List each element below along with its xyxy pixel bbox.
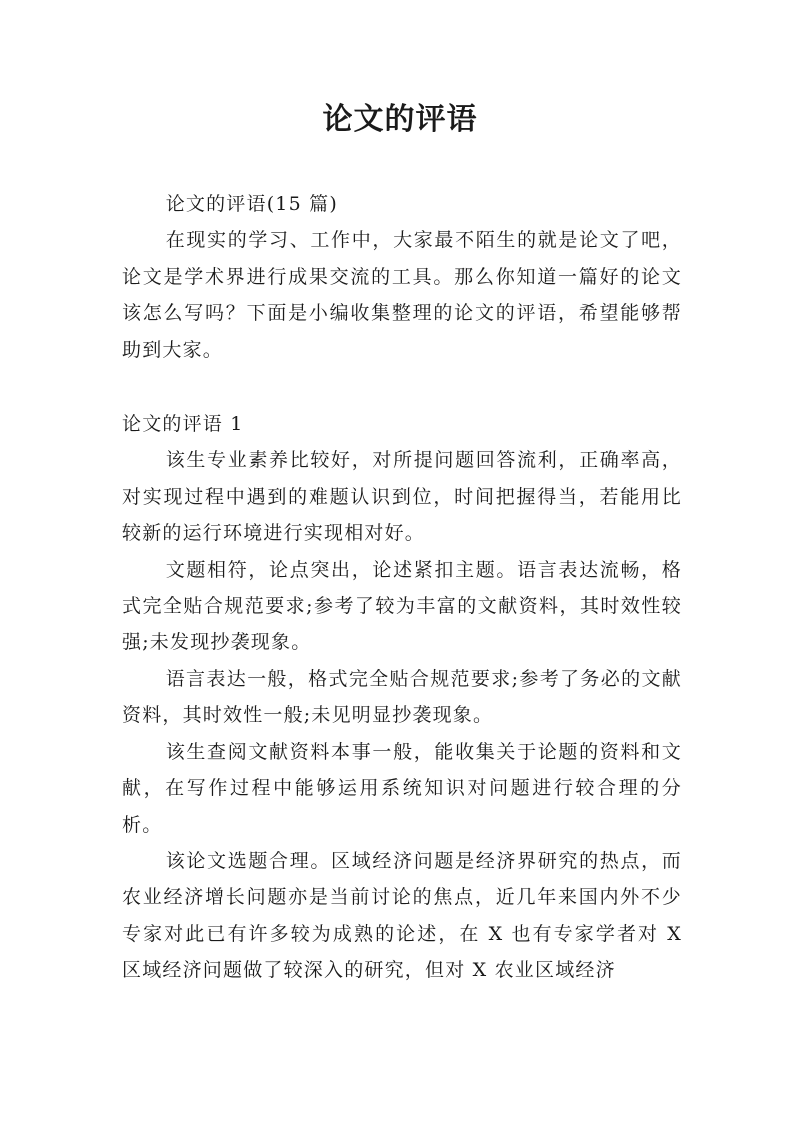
comment-paragraph-5: 该论文选题合理。区域经济问题是经济界研究的热点，而农业经济增长问题亦是当前讨论的焦点，近几年来国内外不少专家对此已有许多较为成熟的论述，在 X 也有专家学者对 X 区域经济问题做了较深入的研究，但对 X 农业区域经济 (122, 849, 682, 982)
comment-paragraph-3: 语言表达一般，格式完全贴合规范要求;参考了务必的文献资料，其时效性一般;未见明显抄袭现象。 (122, 667, 682, 727)
comment-paragraph-2: 文题相符，论点突出，论述紧扣主题。语言表达流畅，格式完全贴合规范要求;参考了较为丰富的文献资料，其时效性较强;未发现抄袭现象。 (122, 558, 682, 654)
comment-paragraph-1: 该生专业素养比较好，对所提问题回答流利，正确率高，对实现过程中遇到的难题认识到位，时间把握得当，若能用比较新的运行环境进行实现相对好。 (122, 449, 682, 545)
document-title: 论文的评语 (322, 102, 478, 137)
comment-paragraph-4: 该生查阅文献资料本事一般，能收集关于论题的资料和文献，在写作过程中能够运用系统知识对问题进行较合理的分析。 (122, 740, 682, 836)
document-body (122, 186, 682, 989)
document-subtitle: 论文的评语(15 篇) (165, 193, 338, 215)
intro-paragraph: 在现实的学习、工作中，大家最不陌生的就是论文了吧，论文是学术界进行成果交流的工具。那么你知道一篇好的论文该怎么写吗？下面是小编收集整理的论文的评语，希望能够帮助到大家。 (122, 229, 682, 361)
section-heading: 论文的评语 1 (122, 413, 244, 436)
